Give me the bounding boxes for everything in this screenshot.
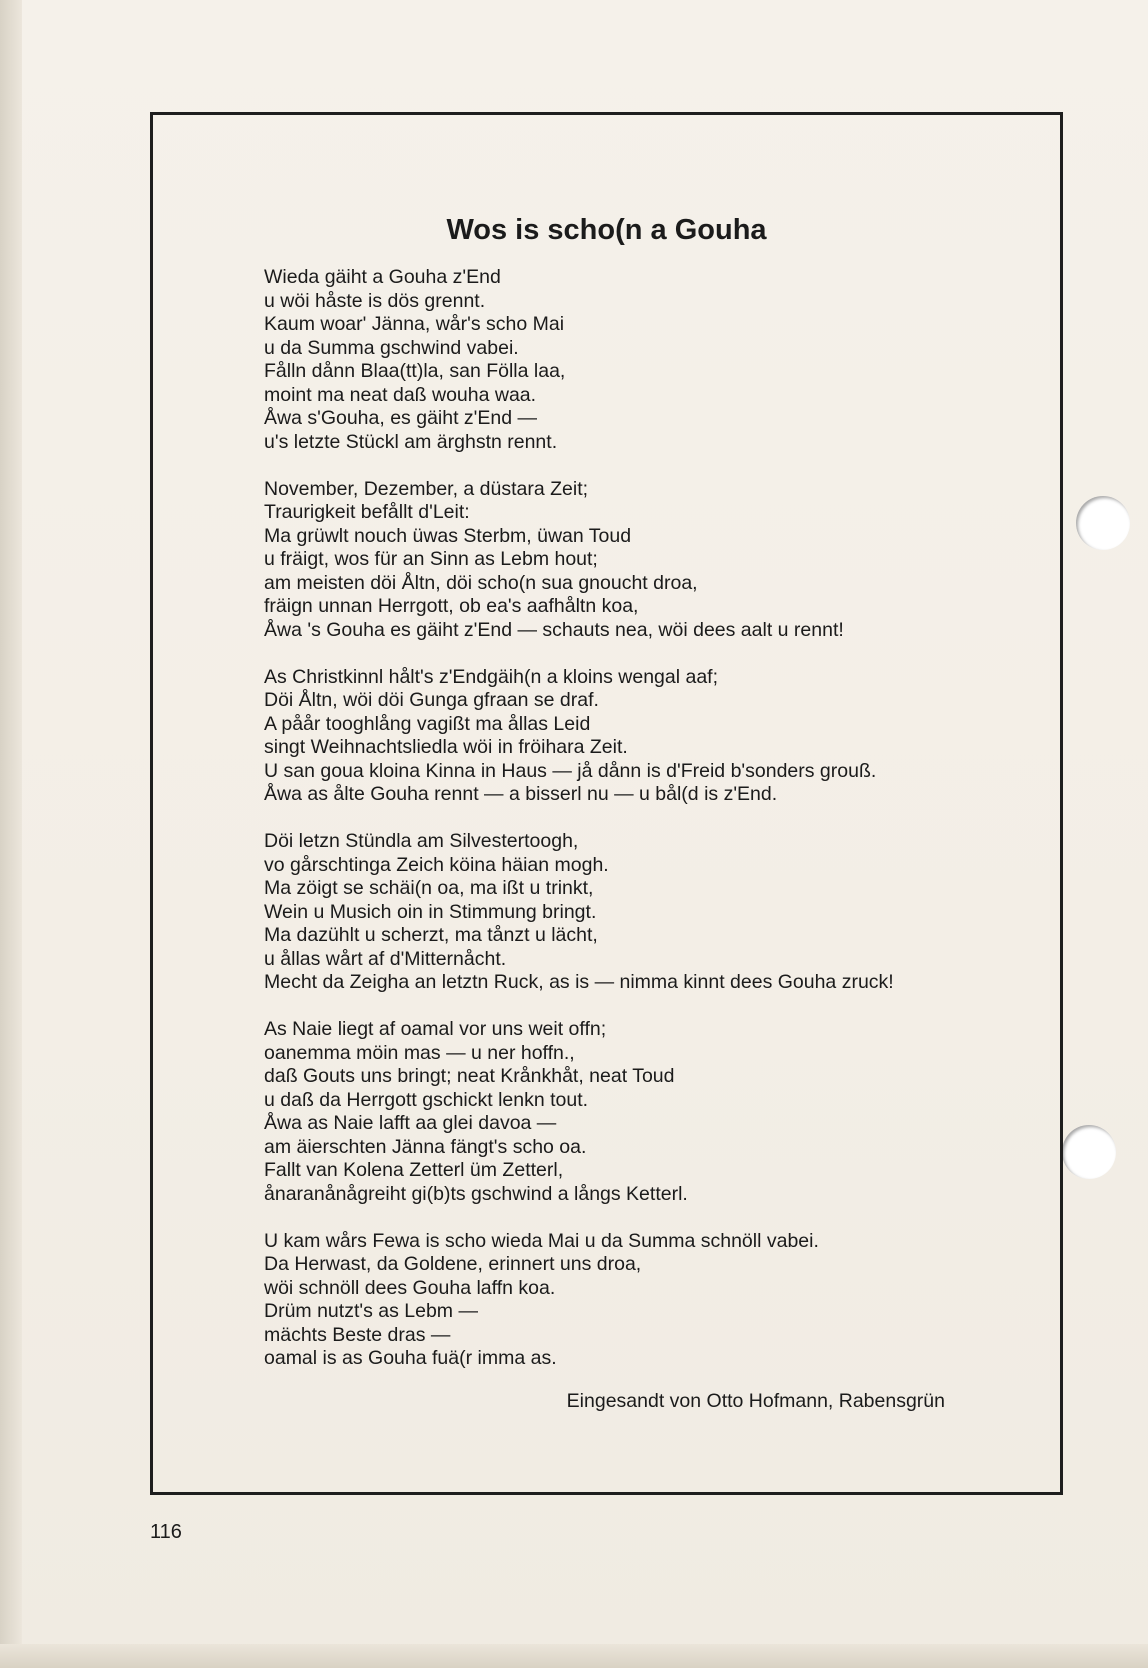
- poem-line: ånaranånågreiht gi(b)ts gschwind a långs Ketterl.: [264, 1182, 688, 1205]
- poem-line: U kam wårs Fewa is scho wieda Mai u da Summa schnöll vabei.: [264, 1229, 819, 1252]
- poem-line: Wieda gäiht a Gouha z'End: [264, 266, 501, 288]
- poem-line: singt Weihnachtsliedla wöi in fröihara Zeit.: [264, 736, 628, 758]
- poem-line: Ma grüwlt nouch üwas Sterbm, üwan Toud: [264, 524, 632, 547]
- poem-line: Ma dazühlt u scherzt, ma tånzt u lächt,: [264, 924, 598, 946]
- poem-line: Åwa s'Gouha, es gäiht z'End —: [264, 407, 538, 429]
- poem-line: Döi Åltn, wöi döi Gunga gfraan se draf.: [264, 689, 599, 711]
- poem-line: A påår tooghlång vagißt ma ållas Leid: [264, 712, 591, 735]
- poem-line: Drüm nutzt's as Lebm —: [264, 1300, 478, 1322]
- poem-line: Mecht da Zeigha an letztn Ruck, as is — nimma kinnt dees Gouha zruck!: [264, 971, 894, 993]
- page-left-edge: [0, 0, 22, 1668]
- poem-line: u's letzte Stückl am ärghstn rennt.: [264, 430, 558, 453]
- poem-line: U san goua kloina Kinna in Haus — jå dånn is d'Freid b'sonders grouß.: [264, 759, 877, 782]
- poem-line: moint ma neat daß wouha waa.: [264, 383, 537, 406]
- poem-line: daß Gouts uns bringt; neat Krånkhåt, neat Toud: [264, 1065, 675, 1087]
- poem-line: Åwa as Naie lafft aa glei davoa —: [264, 1112, 557, 1134]
- poem-line: am meisten döi Åltn, döi scho(n sua gnoucht droa,: [264, 571, 698, 594]
- stanza: [264, 1018, 1054, 1206]
- poem-line: As Naie liegt af oamal vor uns weit offn;: [264, 1018, 607, 1040]
- poem-line: Kaum woar' Jänna, wår's scho Mai: [264, 313, 565, 335]
- poem-line: Traurigkeit befållt d'Leit:: [264, 501, 470, 523]
- page-bottom-edge: [0, 1644, 1148, 1668]
- page-number: 116: [150, 1521, 182, 1543]
- poem-line: fräign unnan Herrgott, ob ea's aafhåltn koa,: [264, 595, 639, 617]
- poem-line: Wein u Musich oin in Stimmung bringt.: [264, 900, 597, 923]
- attribution: Eingesandt von Otto Hofmann, Rabensgrün: [566, 1390, 945, 1412]
- poem-line: u wöi håste is dös grennt.: [264, 289, 486, 312]
- stanza: [264, 478, 1054, 643]
- poem-title: Wos is scho(n a Gouha: [446, 214, 767, 246]
- poem-line: Da Herwast, da Goldene, erinnert uns droa,: [264, 1253, 642, 1275]
- poem-line: oamal is as Gouha fuä(r imma as.: [264, 1347, 557, 1369]
- poem-line: Ma zöigt se schäi(n oa, ma ißt u trinkt,: [264, 877, 594, 899]
- poem-line: Fallt van Kolena Zetterl üm Zetterl,: [264, 1159, 564, 1181]
- poem-line: As Christkinnl hålt's z'Endgäih(n a kloins wengal aaf;: [264, 665, 719, 688]
- poem-line: am äierschten Jänna fängt's scho oa.: [264, 1135, 587, 1158]
- poem-line: u fräigt, wos für an Sinn as Lebm hout;: [264, 548, 598, 570]
- poem-line: wöi schnöll dees Gouha laffn koa.: [264, 1276, 556, 1299]
- punch-hole-upper: [1076, 496, 1130, 550]
- poem-line: Döi letzn Stündla am Silvestertoogh,: [264, 830, 579, 852]
- stanza: [264, 666, 1054, 807]
- poem-line: Åwa 's Gouha es gäiht z'End — schauts nea, wöi dees aalt u rennt!: [264, 618, 844, 641]
- poem-line: Åwa as ålte Gouha rennt — a bisserl nu — u bål(d is z'End.: [264, 783, 778, 805]
- poem-line: November, Dezember, a düstara Zeit;: [264, 477, 589, 500]
- poem-line: vo gårschtinga Zeich köina häian mogh.: [264, 853, 609, 876]
- poem-line: u ållas wårt af d'Mitternåcht.: [264, 947, 507, 970]
- poem-body: [264, 266, 1054, 1394]
- poem-line: oanemma möin mas — u ner hoffn.,: [264, 1041, 575, 1064]
- poem-line: u da Summa gschwind vabei.: [264, 336, 519, 359]
- stanza: [264, 1230, 1054, 1371]
- poem-line: u daß da Herrgott gschickt lenkn tout.: [264, 1088, 589, 1111]
- poem-line: Fålln dånn Blaa(tt)la, san Fölla laa,: [264, 360, 566, 382]
- stanza: [264, 830, 1054, 995]
- punch-hole-lower: [1062, 1125, 1116, 1179]
- poem-line: mächts Beste dras —: [264, 1323, 451, 1346]
- stanza: [264, 266, 1054, 454]
